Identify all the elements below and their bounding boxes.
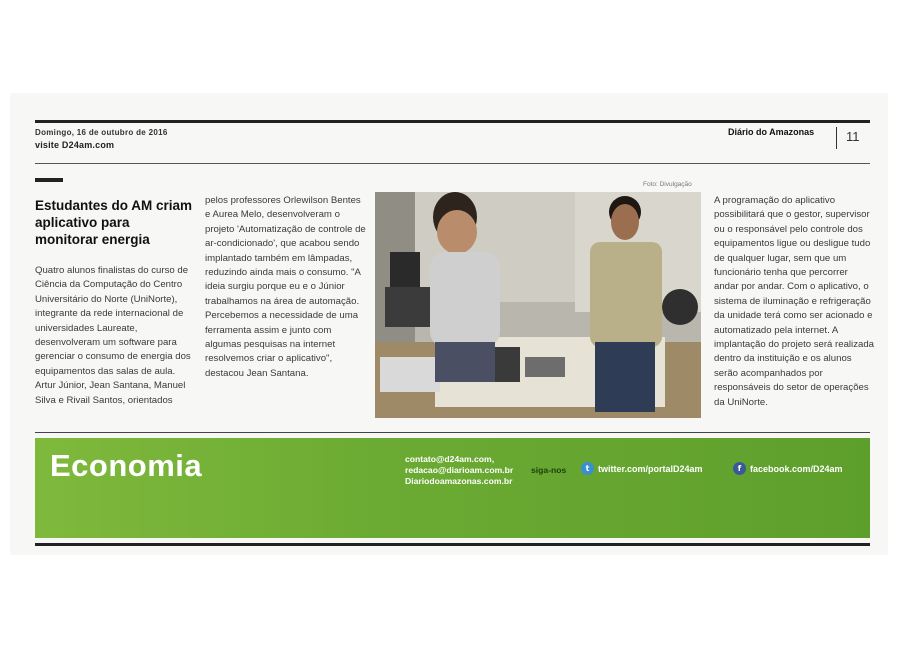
article-photo [375,192,701,418]
header-rule [35,120,870,123]
twitter-icon: t [581,462,594,475]
header-bottom-rule [35,163,870,164]
photo-credit: Foto: Divulgação [643,181,692,188]
facebook-link[interactable] [733,462,843,475]
section-top-rule [35,432,870,433]
headline-marker [35,178,63,182]
follow-us-label: siga-nos [531,465,567,475]
twitter-handle: twitter.com/portalD24am [598,463,703,474]
contact-email[interactable]: contato@d24am.com, [405,454,495,464]
section-title: Economia [50,448,203,483]
photo-illustration [375,192,701,418]
article-column-1: Quatro alunos finalistas do curso de Ciência da Computação do Centro Universitário do Norte (UniNorte), integrante da rede internacional de universidades Laureate, desenvolveram um software para gerenciar o consumo de energia dos equipamentos das salas de aula. Artur Júnior, Jean Santana, Manuel Silva e Rivail Santos, orientados [35,265,191,406]
newspaper-name: Diário do Amazonas [728,127,815,137]
twitter-link[interactable] [581,462,703,475]
issue-date: Domingo, 16 de outubro de 2016 [35,128,168,137]
contact-emails [405,454,513,487]
website-link[interactable]: Diariodoamazonas.com.br [405,476,513,486]
editorial-email[interactable]: redacao@diarioam.com.br [405,465,514,475]
article-column-3: A programação do aplicativo possibilitará que o gestor, supervisor ou o responsável pelo controle dos equipamentos ligue ou desligue tudo de qualquer lugar, sem que um funcionário tenha que percorrer andar por andar. Com o aplicativo, o sistema de iluminação e refrigeração da unidade terá como ser acionado e automatizado pela internet. A implantação do projeto será realizada dentro da instituição e os alunos serão acompanhados por responsáveis do setor de operações da UniNorte. [714,195,874,408]
facebook-handle: facebook.com/D24am [750,463,843,474]
section-bottom-rule [35,543,870,546]
page-number: 11 [846,129,860,144]
article-column-2: pelos professores Orlewilson Bentes e Aurea Melo, desenvolveram o projeto 'Automatização de controle de ar-condicionado', que acabou sendo implantado também em lâmpadas, reduzindo ainda mais o consumo. "A ideia surgiu porque eu e o Júnior trabalhamos na área de automação. Percebemos a necessidade de uma ferramenta assim e junto com algumas pesquisas na internet resolvemos criar o aplicativo", destacou Jean Santana. [205,195,366,379]
header-divider [836,127,837,149]
site-link[interactable]: visite D24am.com [35,140,115,150]
article-headline: Estudantes do AM criam aplicativo para monitorar energia [35,198,193,247]
facebook-icon: f [733,462,746,475]
